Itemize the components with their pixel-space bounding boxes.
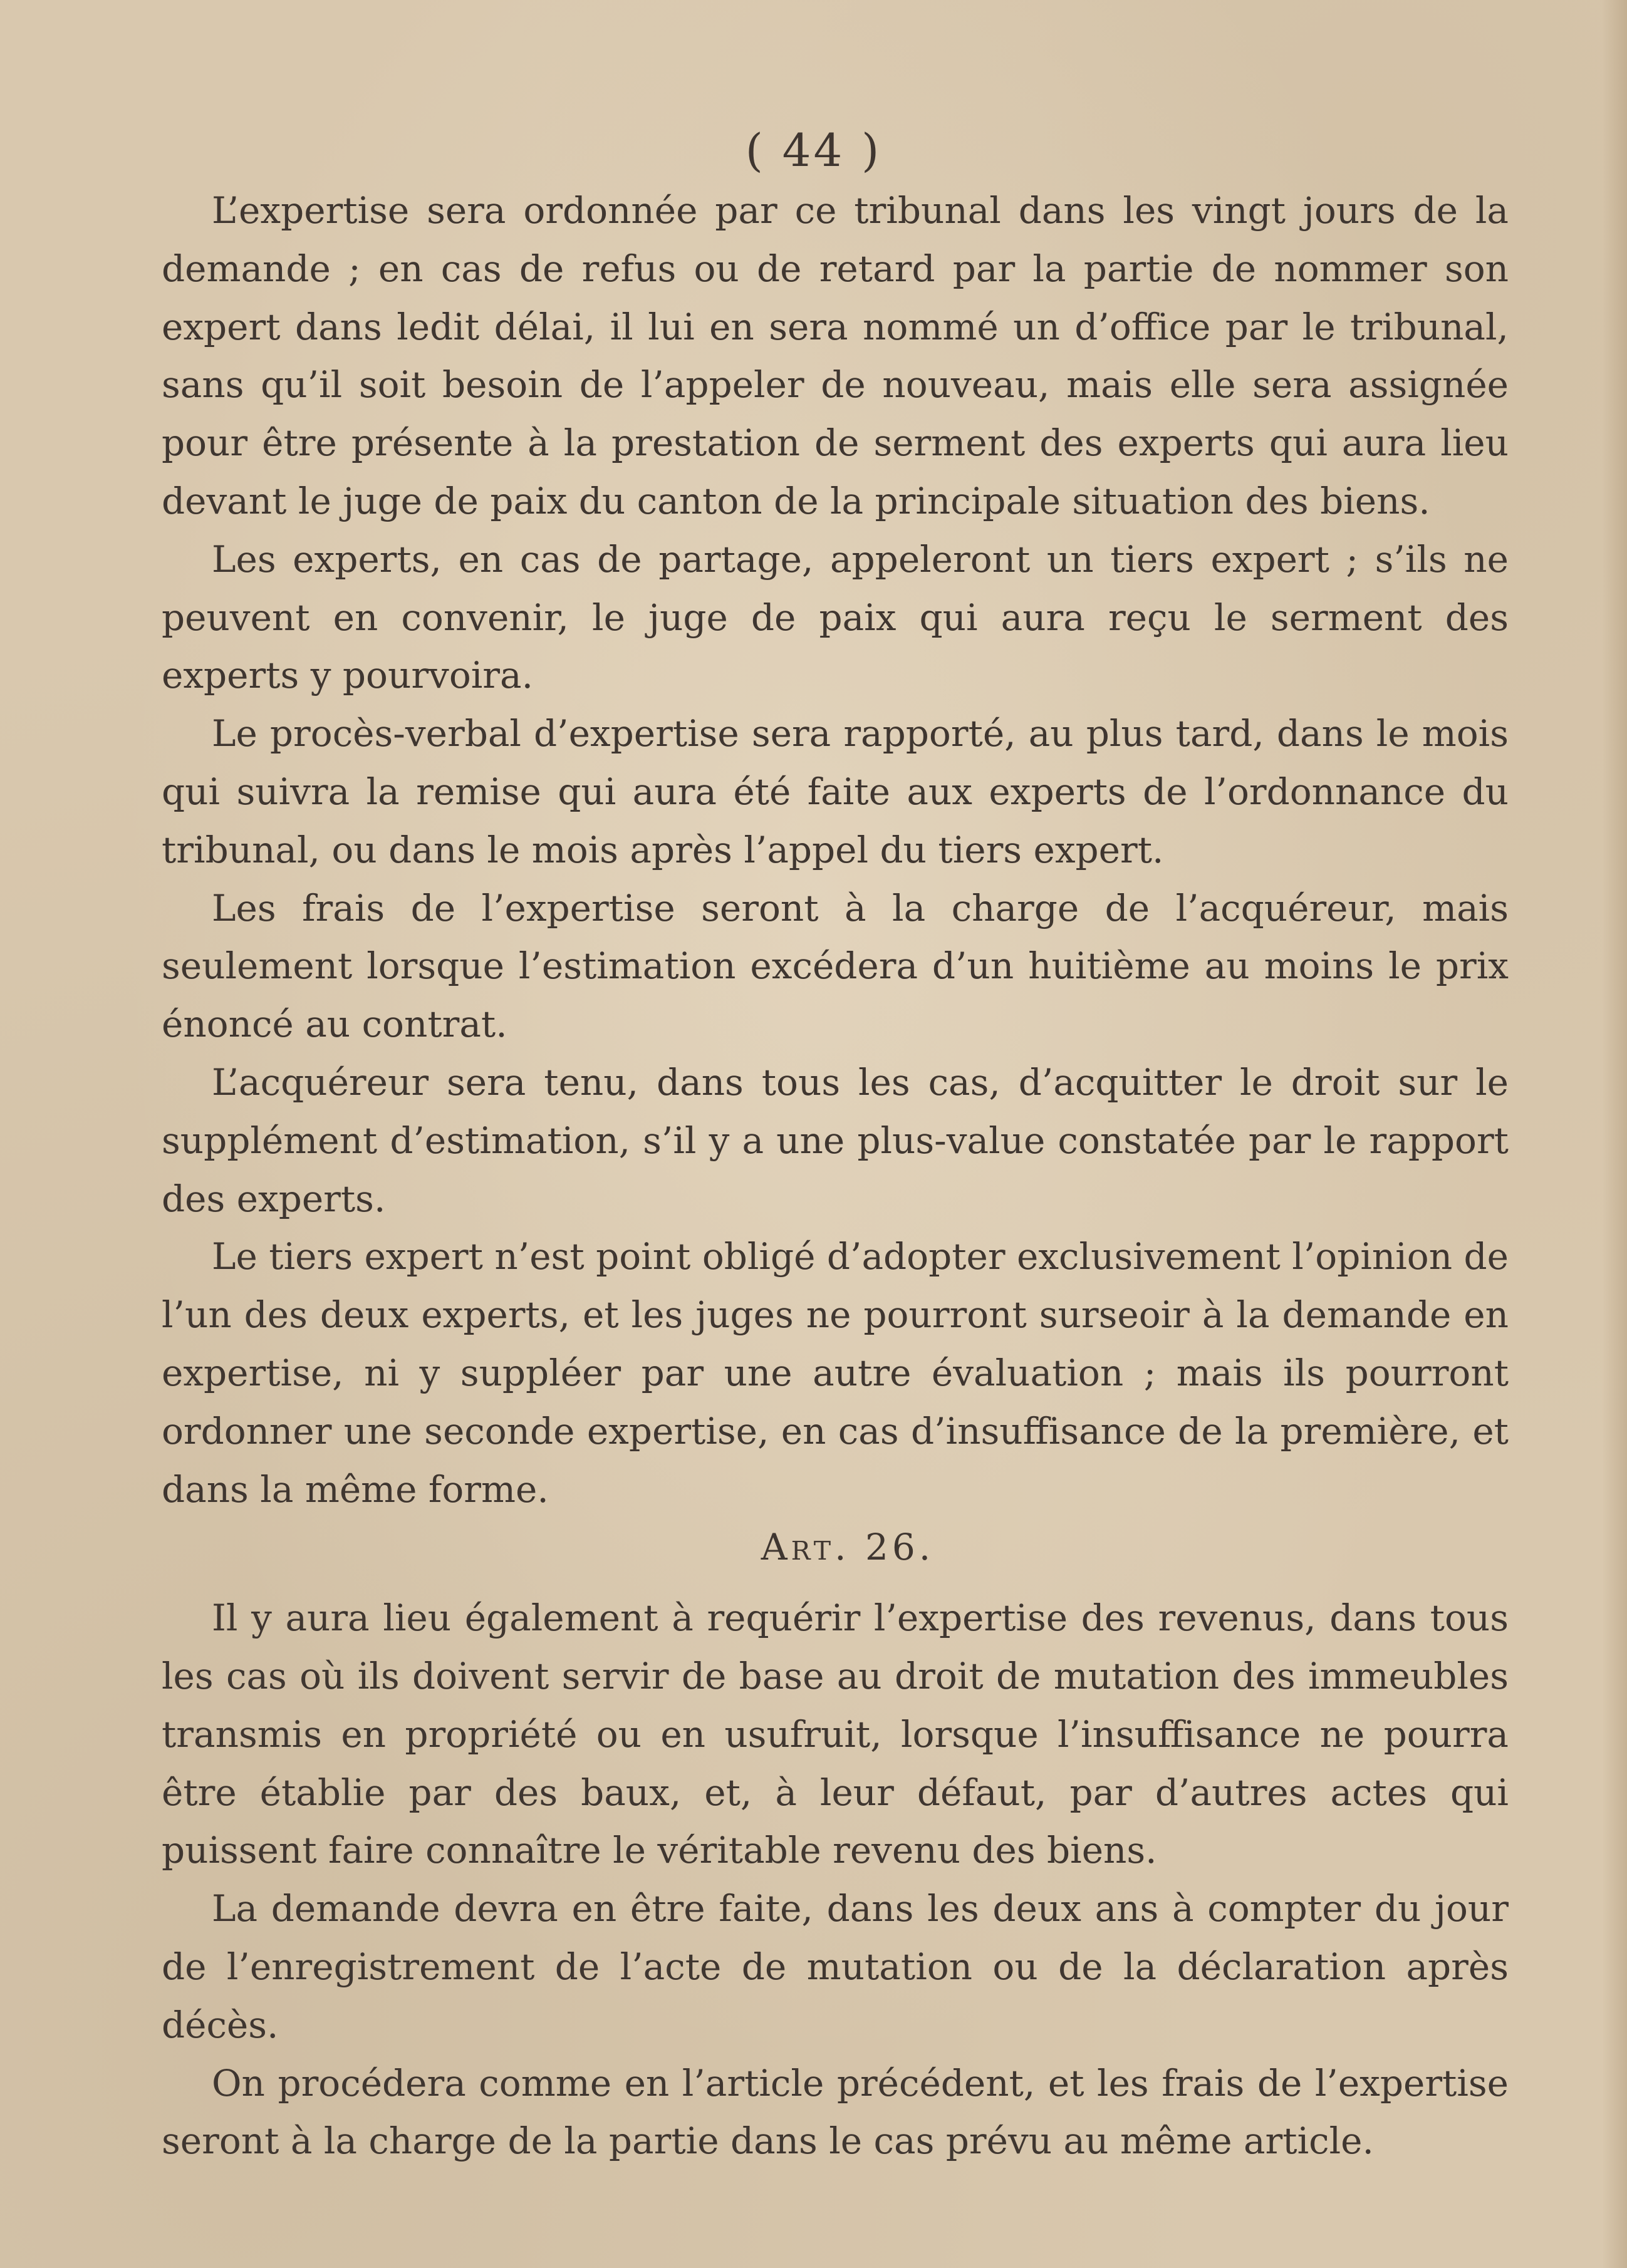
paragraph: On procédera comme en l’article précédent, et les frais de l’expertise seront à la charge de la partie dans le cas prévu au même article. bbox=[162, 2061, 1509, 2163]
paragraph: L’expertise sera ordonnée par ce tribunal dans les vingt jours de la demande ; en cas de refus ou de retard par la partie de nommer son expert dans ledit délai, il lui en sera nommé un d’office par le tribunal, sans qu’il soit besoin de l’appeler de nouveau, mais elle sera assignée pour être présente à la prestation de serment des experts qui aura lieu devant le juge de paix du canton de la principale situation des biens. bbox=[162, 189, 1509, 522]
body-text bbox=[162, 182, 1509, 2170]
paragraph: Les frais de l’expertise seront à la charge de l’acquéreur, mais seulement lorsque l’estimation excédera d’un huitième au moins le prix énoncé au contrat. bbox=[162, 886, 1509, 1046]
page-number: ( 44 ) bbox=[745, 124, 882, 177]
paragraph: L’acquéreur sera tenu, dans tous les cas, d’acquitter le droit sur le supplément d’estimation, s’il y a une plus-value constatée par le rapport des experts. bbox=[162, 1060, 1509, 1220]
paragraph: Le procès-verbal d’expertise sera rapporté, au plus tard, dans le mois qui suivra la remise qui aura été faite aux experts de l’ordonnance du tribunal, ou dans le mois après l’appel du tiers expert. bbox=[162, 712, 1509, 871]
paragraph: Le tiers expert n’est point obligé d’adopter exclusivement l’opinion de l’un des deux experts, et les juges ne pourront surseoir à la demande en expertise, ni y suppléer par une autre évaluation ; mais ils pourront ordonner une seconde expertise, en cas d’insuffisance de la première, et dans la même forme. bbox=[162, 1235, 1509, 1511]
paragraph: Il y aura lieu également à requérir l’expertise des revenus, dans tous les cas où ils doivent servir de base au droit de mutation des immeubles transmis en propriété ou en usufruit, lorsque l’insuffisance ne pourra être établie par des baux, et, à leur défaut, par d’autres actes qui puissent faire connaître le véritable revenu des biens. bbox=[162, 1597, 1509, 1872]
paragraph: La demande devra en être faite, dans les deux ans à compter du jour de l’enregistrement de l’acte de mutation ou de la déclaration après décès. bbox=[162, 1887, 1509, 2046]
article-heading: Art. 26. bbox=[761, 1526, 935, 1569]
paragraph: Les experts, en cas de partage, appeleront un tiers expert ; s’ils ne peuvent en convenir, le juge de paix qui aura reçu le serment des experts y pourvoira. bbox=[162, 537, 1509, 697]
page-edge-shadow bbox=[1602, 0, 1627, 2268]
